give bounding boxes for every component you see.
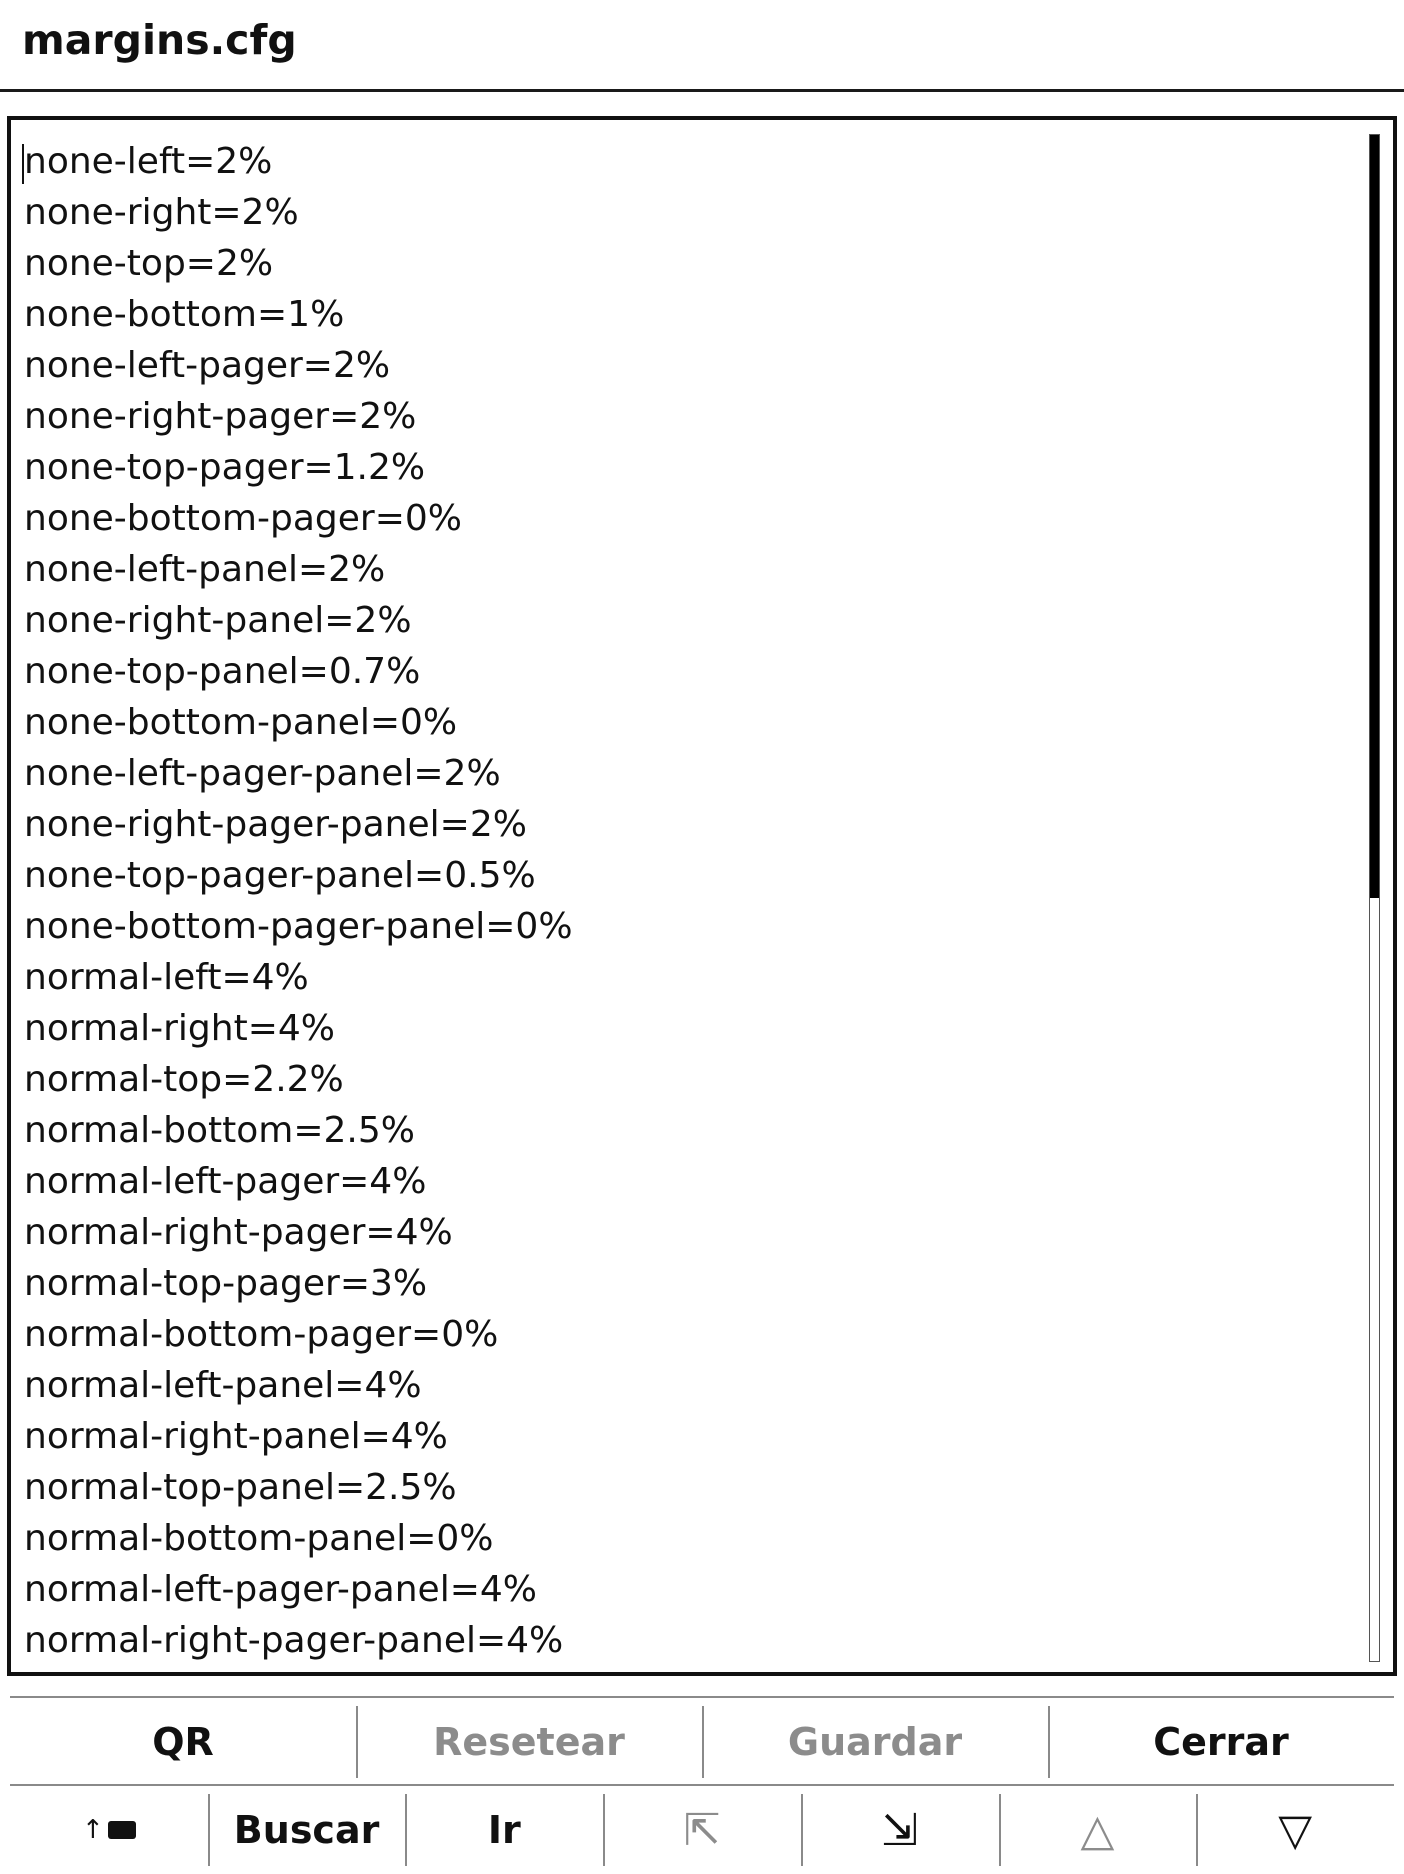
- editor-line[interactable]: normal-bottom-panel=0%: [24, 1518, 494, 1559]
- editor-line[interactable]: none-bottom-panel=0%: [24, 702, 458, 743]
- editor-line[interactable]: none-left=2%: [24, 141, 273, 182]
- title-bar: [0, 0, 1404, 92]
- editor-line[interactable]: normal-left-pager=4%: [24, 1161, 427, 1202]
- editor-line[interactable]: none-left-pager-panel=2%: [24, 753, 501, 794]
- editor-line[interactable]: normal-left-pager-panel=4%: [24, 1569, 537, 1610]
- window-title: margins.cfg: [22, 16, 297, 64]
- editor-line[interactable]: normal-top-pager=3%: [24, 1263, 428, 1304]
- editor-line[interactable]: normal-right-pager-panel=4%: [24, 1620, 564, 1661]
- editor-line[interactable]: none-bottom-pager-panel=0%: [24, 906, 573, 947]
- editor-line[interactable]: normal-left=4%: [24, 957, 309, 998]
- qr-button[interactable]: QR: [152, 1720, 214, 1764]
- editor-line[interactable]: none-bottom-pager=0%: [24, 498, 462, 539]
- editor-text[interactable]: [24, 136, 1353, 1666]
- scrollbar-thumb[interactable]: [1370, 135, 1379, 898]
- editor-line[interactable]: normal-right=4%: [24, 1008, 335, 1049]
- keyboard-up-button[interactable]: [10, 1786, 208, 1874]
- goto-button[interactable]: Ir: [405, 1786, 603, 1874]
- scrollbar[interactable]: [1369, 134, 1380, 1662]
- editor-line[interactable]: none-left-pager=2%: [24, 345, 391, 386]
- editor-line[interactable]: none-right-pager-panel=2%: [24, 804, 527, 845]
- close-button[interactable]: Cerrar: [1048, 1698, 1394, 1786]
- editor-line[interactable]: normal-bottom-pager=0%: [24, 1314, 499, 1355]
- page-up-button[interactable]: [999, 1786, 1197, 1874]
- search-button[interactable]: Buscar: [208, 1786, 406, 1874]
- go-top-button[interactable]: [603, 1786, 801, 1874]
- editor-line[interactable]: none-top=2%: [24, 243, 274, 284]
- save-button[interactable]: Guardar: [702, 1698, 1048, 1786]
- reset-button[interactable]: Resetear: [356, 1698, 702, 1786]
- editor-line[interactable]: normal-top=2.2%: [24, 1059, 344, 1100]
- editor-line[interactable]: none-top-pager-panel=0.5%: [24, 855, 536, 896]
- triangle-down-icon: ▽: [1278, 1804, 1313, 1856]
- go-bottom-button[interactable]: [801, 1786, 999, 1874]
- primary-toolbar: [10, 1696, 1394, 1786]
- triangle-up-icon: △: [1080, 1804, 1115, 1856]
- editor-line[interactable]: none-left-panel=2%: [24, 549, 386, 590]
- editor-line[interactable]: normal-top-panel=2.5%: [24, 1467, 457, 1508]
- editor-line[interactable]: normal-right-pager=4%: [24, 1212, 453, 1253]
- editor-line[interactable]: none-top-pager=1.2%: [24, 447, 426, 488]
- editor-line[interactable]: normal-left-panel=4%: [24, 1365, 422, 1406]
- editor-line[interactable]: none-bottom=1%: [24, 294, 345, 335]
- page-down-button[interactable]: [1196, 1786, 1394, 1874]
- editor-line[interactable]: none-right-panel=2%: [24, 600, 412, 641]
- editor-line[interactable]: none-top-panel=0.7%: [24, 651, 421, 692]
- arrow-down-right-icon: ⇲: [881, 1804, 919, 1856]
- text-editor[interactable]: [7, 116, 1397, 1676]
- keyboard-up-icon: ↑: [82, 1815, 136, 1845]
- secondary-toolbar: [10, 1784, 1394, 1874]
- arrow-up-left-icon: ⇱: [683, 1804, 721, 1856]
- editor-line[interactable]: none-right-pager=2%: [24, 396, 417, 437]
- editor-line[interactable]: normal-bottom=2.5%: [24, 1110, 415, 1151]
- editor-line[interactable]: normal-right-panel=4%: [24, 1416, 448, 1457]
- editor-line[interactable]: none-right=2%: [24, 192, 299, 233]
